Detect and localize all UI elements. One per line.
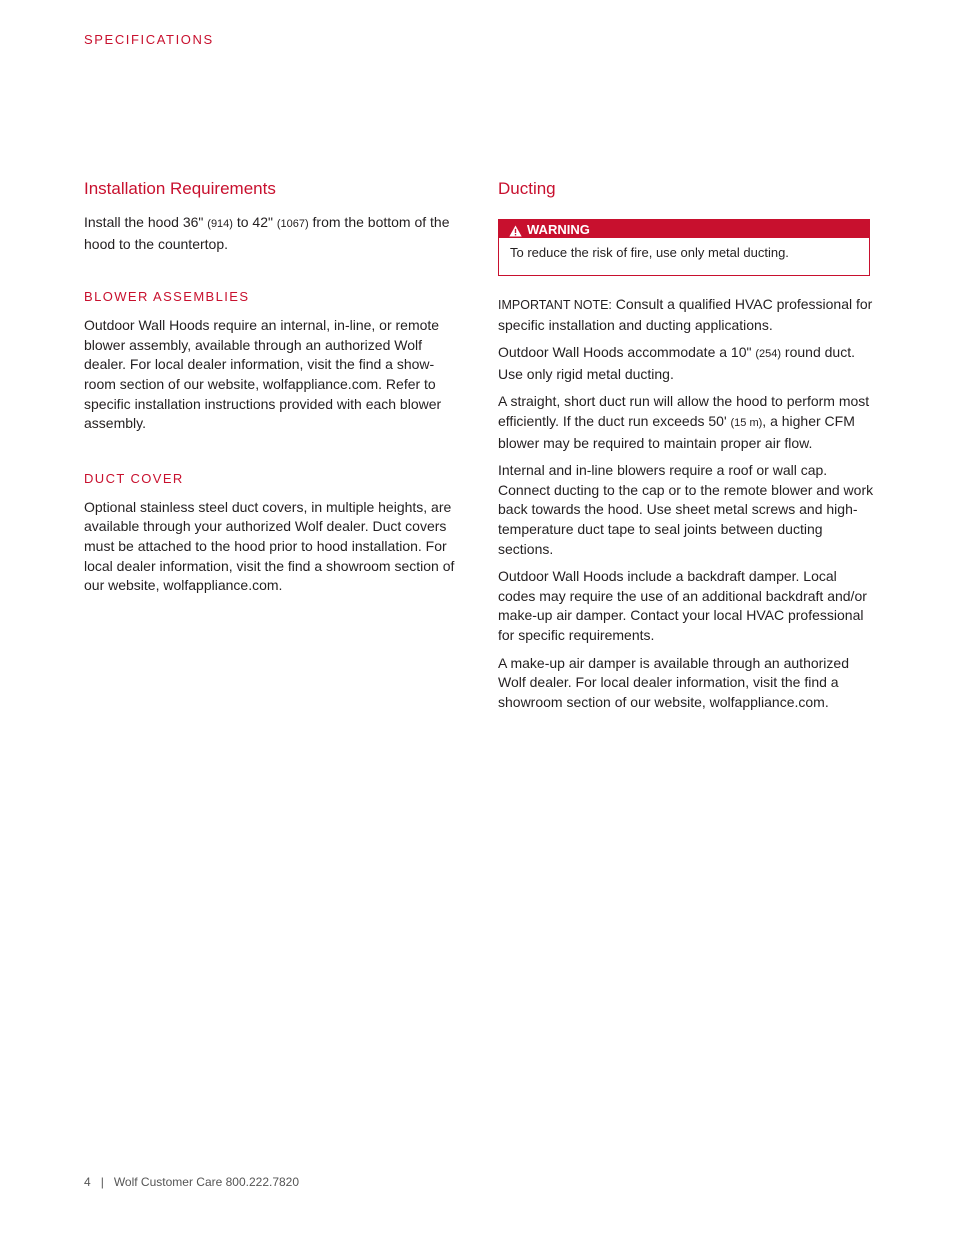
duct-cover-text: Optional stainless steel duct covers, in multiple heights, are available through your authorized Wolf dealer. Duct covers must be attached to the hood prior to hood installation. For local dealer information, visit the find a showroom section of our website, wolfappliance.com. [84, 498, 455, 594]
warning-label: WARNING [527, 222, 590, 237]
blower-heading: BLOWER ASSEMBLIES [84, 289, 250, 305]
installation-column [84, 178, 464, 632]
warning-header [499, 220, 869, 238]
section-label: SPECIFICATIONS [84, 32, 214, 47]
page-number: 4 [84, 1175, 91, 1189]
duct-cover-heading: DUCT COVER [84, 470, 184, 486]
installation-title: Installation Requirements [84, 179, 276, 198]
installation-intro: Install the hood 36" (914) to 42" (1067) from the bottom of the hood to the countertop. [84, 214, 450, 252]
blower-text: Outdoor Wall Hoods require an internal, in-line, or remote blower assembly, available through an authorized Wolf dealer. For local dealer information, visit the find a show-room section of our website, wolfappliance.com. Refer to specific installation instructions provided with each blower assembly. [84, 317, 442, 432]
important-note: IMPORTANT NOTE: Consult a qualified HVAC professional for specific installation and ducting applications. [498, 296, 873, 333]
ducting-title: Ducting [498, 179, 556, 198]
duct-run-paragraph: A straight, short duct run will allow the hood to perform most efficiently. If the duct run exceeds 50' (15 m), a higher CFM blower may be required to maintain proper air flow. [498, 393, 870, 451]
warning-box [498, 219, 870, 276]
makeup-air-paragraph: A make-up air damper is available through an authorized Wolf dealer. For local dealer information, visit the find a showroom section of our website, wolfappliance.com. [498, 654, 849, 710]
backdraft-paragraph: Outdoor Wall Hoods include a backdraft damper. Local codes may require the use of an additional backdraft and/or make-up air damper. Contact your local HVAC professional for specific requirements. [498, 568, 867, 643]
warning-triangle-icon [509, 224, 522, 236]
duct-size-paragraph: Outdoor Wall Hoods accommodate a 10" (254) round duct. Use only rigid metal ducting. [498, 344, 855, 382]
page-footer [84, 1175, 299, 1189]
blower-cap-paragraph: Internal and in-line blowers require a roof or wall cap. Connect ducting to the cap or to the remote blower and work back towards the hood. Use sheet metal screws and high-temperature duct tape to seal joints between ducting sections. [498, 462, 874, 557]
ducting-column [498, 178, 876, 720]
important-note-label: IMPORTANT NOTE: [498, 298, 612, 312]
warning-text: To reduce the risk of fire, use only metal ducting. [510, 245, 789, 260]
footer-contact: Wolf Customer Care 800.222.7820 [113, 1175, 300, 1189]
footer-separator: | [100, 1175, 104, 1189]
